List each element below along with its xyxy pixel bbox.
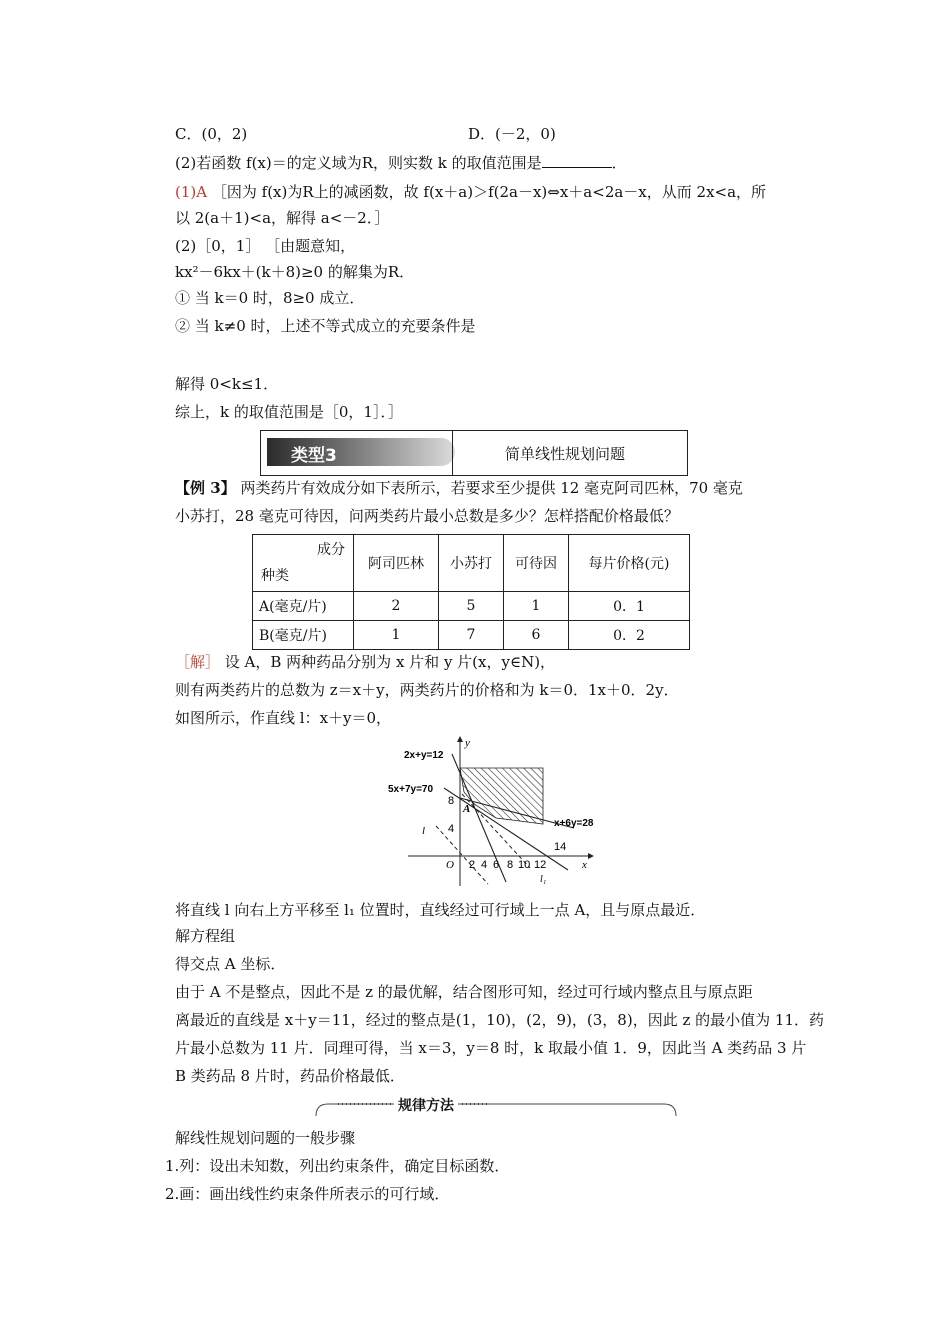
rule-heading: 解线性规划问题的一般步骤 bbox=[175, 1129, 356, 1147]
feasible-region-figure bbox=[378, 736, 608, 890]
corner-top-label: 成分 bbox=[317, 542, 345, 558]
origin-label: O bbox=[446, 859, 454, 871]
eq-label-1: 2x+y=12 bbox=[404, 750, 444, 761]
line-l1-label: l₁ bbox=[540, 874, 547, 885]
solution-line-5: 解方程组 bbox=[175, 927, 236, 945]
table-cell: 6 bbox=[504, 621, 569, 650]
table-header: 可待因 bbox=[504, 535, 569, 592]
table-cell: 2 bbox=[354, 592, 439, 621]
solution-line-2: 则有两类药片的总数为 z＝x＋y，两类药片的价格和为 k＝0．1x＋0．2y． bbox=[175, 681, 679, 699]
answer-1-cont: 以 2(a＋1)<a，解得 a<－2．］ bbox=[175, 209, 390, 227]
x-axis-label: x bbox=[582, 859, 587, 871]
answer-1 bbox=[175, 182, 766, 202]
line-l bbox=[436, 826, 488, 884]
table-cell: 7 bbox=[439, 621, 504, 650]
question-2-text: (2)若函数 f(x)＝的定义域为R，则实数 k 的取值范围是 bbox=[175, 154, 542, 172]
table-cell: 5 bbox=[439, 592, 504, 621]
table-cell: 0．2 bbox=[569, 621, 690, 650]
solution-line-10: B 类药品 8 片时，药品价格最低． bbox=[175, 1067, 405, 1085]
table-row-label: A(毫克/片) bbox=[253, 592, 354, 621]
y-tick-8: 8 bbox=[448, 795, 455, 807]
answer-2-line-2: kx²－6kx＋(k＋8)≥0 的解集为R． bbox=[175, 263, 415, 281]
solution-line-9: 片最小总数为 11 片．同理可得，当 x＝3，y＝8 时，k 取最小值 1．9，因此当 A 类药品 3 片 bbox=[175, 1039, 807, 1057]
eq-label-3: x+6y=28 bbox=[554, 818, 594, 829]
example-3-label: 【例 3】 bbox=[175, 479, 236, 497]
solution-line-7: 由于 A 不是整点，因此不是 z 的最优解，结合图形可知，经过可行域内整点且与原点距 bbox=[175, 983, 753, 1001]
x-tick-10: 10 bbox=[518, 859, 531, 871]
point-a-label: A bbox=[463, 803, 471, 815]
solution-text: 设 A，B 两种药品分别为 x 片和 y 片(x，y∈N)， bbox=[220, 653, 556, 671]
answer-blank bbox=[542, 153, 612, 168]
line-l-label: l bbox=[422, 825, 426, 837]
y-axis-label: y bbox=[465, 737, 470, 749]
y-tick-4: 4 bbox=[448, 823, 455, 835]
question-2-end: ． bbox=[611, 154, 627, 172]
eq-label-2: 5x+7y=70 bbox=[388, 784, 434, 795]
solution-line-3: 如图所示，作直线 l：x＋y＝0， bbox=[175, 709, 392, 727]
table-row bbox=[253, 592, 690, 621]
option-d: D．(－2，0) bbox=[468, 125, 556, 143]
table-header: 每片价格(元) bbox=[569, 535, 690, 592]
banner-divider bbox=[452, 431, 453, 475]
section-tag-label: 类型3 bbox=[291, 446, 337, 466]
section-title: 简单线性规划问题 bbox=[505, 445, 626, 463]
y-axis-arrow bbox=[457, 736, 463, 742]
answer-2-line-4: ② 当 k≠0 时，上述不等式成立的充要条件是 bbox=[175, 317, 476, 335]
answer-1-label: (1)A bbox=[175, 183, 208, 201]
example-3-line-2: 小苏打，28 毫克可待因，问两类药片最小总数是多少？怎样搭配价格最低？ bbox=[175, 507, 679, 525]
x-tick-4: 4 bbox=[481, 859, 488, 871]
answer-2-line-5: 解得 0<k≤1． bbox=[175, 375, 279, 393]
section-banner bbox=[260, 430, 688, 476]
table-row-label: B(毫克/片) bbox=[253, 621, 354, 650]
example-3-text: 两类药片有效成分如下表所示，若要求至少提供 12 毫克阿司匹林，70 毫克 bbox=[240, 479, 743, 497]
table-row bbox=[253, 621, 690, 650]
section-tag bbox=[267, 438, 455, 466]
x-tick-2: 2 bbox=[469, 859, 476, 871]
ingredient-table bbox=[252, 534, 690, 650]
x-axis-arrow bbox=[588, 853, 594, 859]
rule-method-title: 规律方法 bbox=[394, 1096, 458, 1116]
x-tick-12: 12 bbox=[534, 859, 547, 871]
example-3-line-1 bbox=[175, 478, 743, 498]
table-header-row bbox=[253, 535, 690, 592]
table-cell: 1 bbox=[504, 592, 569, 621]
solution-line-8: 离最近的直线是 x＋y＝11，经过的整点是(1，10)，(2，9)，(3，8)，因此 z 的最小值为 11．药 bbox=[175, 1011, 825, 1029]
answer-1-text: ［因为 f(x)为R上的减函数，故 f(x＋a)＞f(2a－x)⇔x＋a<2a－x，从而 2x<a，所 bbox=[211, 183, 767, 201]
table-cell: 1 bbox=[354, 621, 439, 650]
solution-line-6: 得交点 A 坐标． bbox=[175, 955, 286, 973]
option-c: C．(0，2) bbox=[175, 125, 248, 143]
answer-2-line-3: ① 当 k＝0 时，8≥0 成立． bbox=[175, 289, 365, 307]
x-tick-6: 6 bbox=[493, 859, 500, 871]
rule-step-1: 1.列：设出未知数，列出约束条件，确定目标函数． bbox=[165, 1157, 510, 1175]
table-header: 小苏打 bbox=[439, 535, 504, 592]
answer-2-line-1: (2)［0，1］ ［由题意知， bbox=[175, 237, 356, 255]
question-2 bbox=[175, 153, 627, 173]
solution-line-1 bbox=[175, 652, 555, 672]
table-corner-cell bbox=[253, 535, 354, 592]
feasible-region bbox=[460, 768, 543, 824]
label-14: 14 bbox=[554, 841, 567, 853]
rule-method-banner bbox=[312, 1098, 680, 1120]
x-tick-8: 8 bbox=[507, 859, 514, 871]
corner-bottom-label: 种类 bbox=[261, 568, 289, 584]
solution-label: ［解］ bbox=[175, 653, 221, 671]
solution-line-4: 将直线 l 向右上方平移至 l₁ 位置时，直线经过可行域上一点 A，且与原点最近． bbox=[175, 901, 706, 919]
table-header: 阿司匹林 bbox=[354, 535, 439, 592]
rule-step-2: 2.画：画出线性约束条件所表示的可行域． bbox=[165, 1185, 450, 1203]
table-cell: 0．1 bbox=[569, 592, 690, 621]
answer-2-line-6: 综上，k 的取值范围是［0，1］．］ bbox=[175, 403, 403, 421]
